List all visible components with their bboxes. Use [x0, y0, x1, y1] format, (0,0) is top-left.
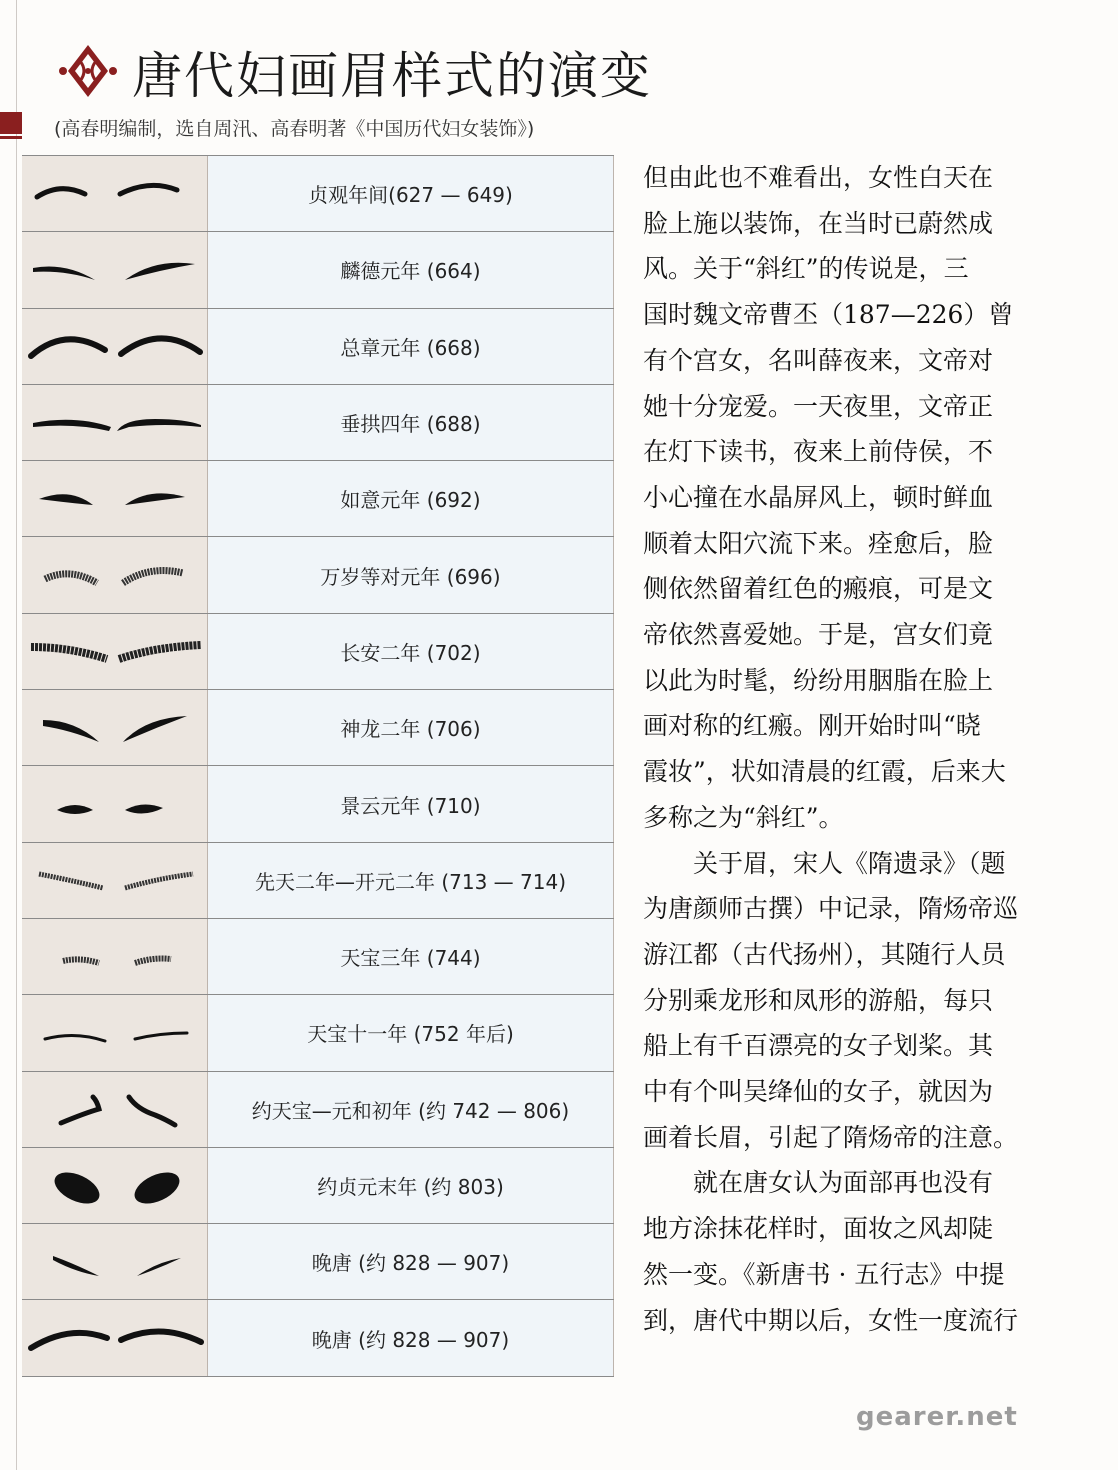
eyebrow-illustration [22, 766, 208, 841]
period-label: 晚唐 (约 828 — 907) [208, 1224, 614, 1299]
table-row [22, 309, 614, 385]
text-line: 地方涂抹花样时，面妆之风却陡 [643, 1214, 994, 1244]
eyebrow-bold-feathered-icon [25, 698, 205, 758]
text-line: 船上有千百漂亮的女子划桨。其 [643, 1031, 994, 1061]
eyebrow-moth-icon [25, 774, 205, 834]
text-line: 有个宫女，名叫薛夜来，文帝对 [643, 345, 994, 375]
table-row [22, 1148, 614, 1224]
eyebrow-illustration [22, 461, 208, 536]
text-line: 顺着太阳穴流下来。痊愈后，脸 [643, 528, 994, 558]
body-text [643, 155, 1043, 1343]
page-edge [16, 0, 17, 1470]
eyebrow-illustration [22, 690, 208, 765]
period-label: 天宝十一年 (752 年后) [208, 995, 614, 1070]
paragraph [643, 155, 1043, 841]
paragraph [643, 1160, 1043, 1343]
text-line: 帝依然喜爱她。于是，宫女们竟 [643, 620, 994, 650]
table-row [22, 232, 614, 308]
period-label: 先天二年—开元二年 (713 — 714) [208, 843, 614, 918]
page-title: 唐代妇画眉样式的演变 [132, 47, 652, 105]
eyebrow-slant-icon [25, 1232, 205, 1292]
text-line: 中有个叫吴绛仙的女子，就因为 [643, 1077, 994, 1107]
text-line: 国时魏文帝曹丕（187—226）曾 [643, 300, 1014, 330]
text-line: 就在唐女认为面部再也没有 [693, 1168, 994, 1198]
eyebrow-flat-hook-icon [25, 393, 205, 453]
table-row [22, 919, 614, 995]
table-row [22, 614, 614, 690]
text-line: 她十分宠爱。一天夜里，文帝正 [643, 391, 994, 421]
text-line: 脸上施以装饰，在当时已蔚然成 [643, 208, 994, 238]
period-label: 如意元年 (692) [208, 461, 614, 536]
eyebrow-illustration [22, 1072, 208, 1147]
eyebrow-feathered-icon [25, 545, 205, 605]
eyebrow-illustration [22, 309, 208, 384]
table-row [22, 537, 614, 613]
text-line: 侧依然留着红色的瘢痕，可是文 [643, 574, 994, 604]
text-line: 多称之为“斜红”。 [643, 802, 844, 832]
period-label: 总章元年 (668) [208, 309, 614, 384]
side-bookmark-line [0, 136, 22, 139]
eyebrow-illustration [22, 1300, 208, 1375]
text-line: 霞妆”，状如清晨的红霞，后来大 [643, 757, 1006, 787]
period-label: 长安二年 (702) [208, 614, 614, 689]
eyebrow-illustration [22, 614, 208, 689]
table-row [22, 995, 614, 1071]
eyebrow-thin-arch-icon [25, 164, 205, 224]
table-row [22, 766, 614, 842]
table-row [22, 156, 614, 232]
eyebrow-thick-wing-icon [25, 240, 205, 300]
eyebrow-illustration [22, 995, 208, 1070]
text-line: 在灯下读书，夜来上前侍侯，不 [643, 437, 994, 467]
period-label: 万岁等对元年 (696) [208, 537, 614, 612]
page-subtitle: (高春明编制，选自周汛、高春明著《中国历代妇女装饰》) [54, 118, 535, 140]
period-label: 晚唐 (约 828 — 907) [208, 1300, 614, 1375]
text-line: 分别乘龙形和凤形的游船，每只 [643, 985, 994, 1015]
table-row [22, 1224, 614, 1300]
paragraph [643, 841, 1043, 1161]
text-line: 到，唐代中期以后，女性一度流行 [643, 1305, 1019, 1335]
eyebrow-illustration [22, 385, 208, 460]
text-line: 小心撞在水晶屏风上，顿时鲜血 [643, 482, 994, 512]
side-bookmark [0, 112, 22, 134]
table-row [22, 690, 614, 766]
period-label: 约天宝—元和初年 (约 742 — 806) [208, 1072, 614, 1147]
eyebrow-hooked-icon [25, 1079, 205, 1139]
period-label: 神龙二年 (706) [208, 690, 614, 765]
ornament-logo-icon [58, 42, 118, 100]
text-line: 关于眉，宋人《隋遗录》（题 [693, 848, 1006, 878]
text-line: 画对称的红瘢。刚开始时叫“晓 [643, 711, 981, 741]
period-label: 天宝三年 (744) [208, 919, 614, 994]
text-line: 为唐颜师古撰）中记录，隋炀帝巡 [643, 894, 1019, 924]
eyebrow-short-feathered-icon [25, 927, 205, 987]
eyebrow-feathered-thin-icon [25, 850, 205, 910]
text-line: 画着长眉，引起了隋炀帝的注意。 [643, 1122, 1019, 1152]
eyebrow-slant-arch-icon [25, 1308, 205, 1368]
period-label: 贞观年间(627 — 649) [208, 156, 614, 231]
eyebrow-illustration [22, 843, 208, 918]
eyebrow-illustration [22, 537, 208, 612]
period-label: 麟德元年 (664) [208, 232, 614, 307]
eyebrow-leaf-icon [25, 469, 205, 529]
period-label: 景云元年 (710) [208, 766, 614, 841]
table-row [22, 461, 614, 537]
table-row [22, 1072, 614, 1148]
eyebrow-illustration [22, 1224, 208, 1299]
table-row [22, 843, 614, 919]
period-label: 约贞元末年 (约 803) [208, 1148, 614, 1223]
eyebrow-oval-icon [25, 1156, 205, 1216]
eyebrow-illustration [22, 1148, 208, 1223]
text-line: 然一变。《新唐书 · 五行志》中提 [643, 1259, 1005, 1289]
watermark: gearer.net [856, 1402, 1018, 1432]
eyebrow-thin-line-icon [25, 1003, 205, 1063]
eyebrow-long-arch-icon [25, 316, 205, 376]
period-label: 垂拱四年 (688) [208, 385, 614, 460]
text-line: 但由此也不难看出，女性白天在 [643, 163, 994, 192]
eyebrow-style-table [22, 155, 614, 1377]
eyebrow-illustration [22, 919, 208, 994]
table-row [22, 385, 614, 461]
text-line: 游江都（古代扬州），其随行人员 [643, 939, 1006, 969]
eyebrow-feathered-long-icon [25, 621, 205, 681]
text-line: 风。关于“斜红”的传说是，三 [643, 254, 969, 284]
eyebrow-illustration [22, 156, 208, 231]
text-line: 以此为时髦，纷纷用胭脂在脸上 [643, 665, 994, 695]
eyebrow-illustration [22, 232, 208, 307]
table-row [22, 1300, 614, 1376]
